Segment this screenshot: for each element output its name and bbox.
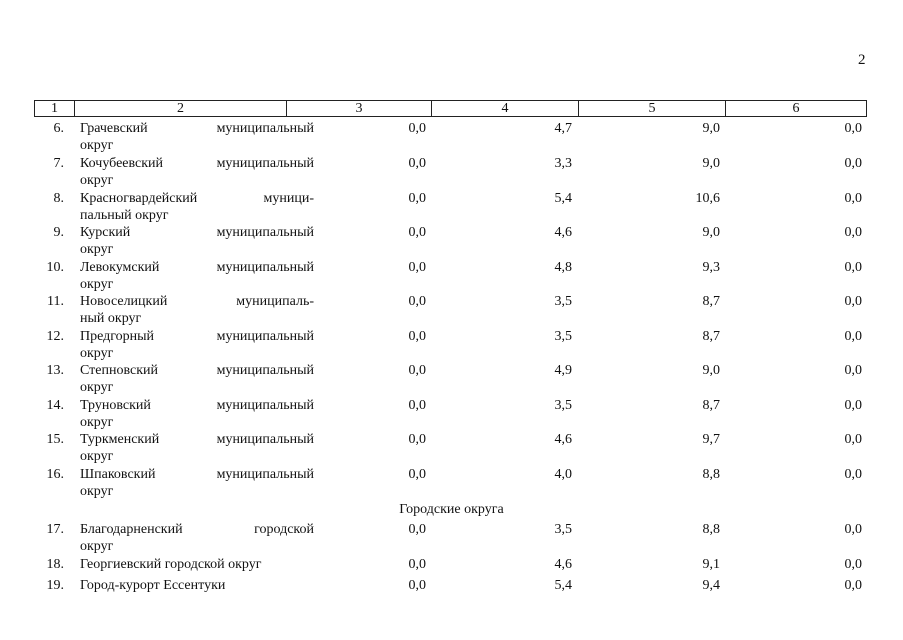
district-name-line-2: округ bbox=[80, 138, 114, 153]
header-col-1: 1 bbox=[35, 101, 75, 116]
value-col-6: 0,0 bbox=[844, 156, 862, 171]
row-number: 13. bbox=[46, 363, 64, 378]
district-name-line-1: Город-курорт Ессентуки bbox=[80, 578, 226, 593]
district-name-line-1: Левокумский муниципальный bbox=[80, 260, 314, 275]
value-col-5: 9,3 bbox=[702, 260, 720, 275]
value-col-3: 0,0 bbox=[408, 260, 426, 275]
value-col-6: 0,0 bbox=[844, 260, 862, 275]
table-header-row bbox=[34, 100, 867, 117]
value-col-4: 4,0 bbox=[554, 467, 572, 482]
district-name-line-2: округ bbox=[80, 484, 114, 499]
value-col-6: 0,0 bbox=[844, 467, 862, 482]
value-col-5: 9,0 bbox=[702, 156, 720, 171]
row-number: 8. bbox=[53, 191, 64, 206]
district-name-line-2: ный округ bbox=[80, 311, 142, 326]
header-col-6: 6 bbox=[792, 101, 800, 116]
value-col-3: 0,0 bbox=[408, 432, 426, 447]
row-number: 7. bbox=[53, 156, 64, 171]
header-col-3: 3 bbox=[287, 101, 432, 116]
value-col-3: 0,0 bbox=[408, 578, 426, 593]
district-name-line-2: округ bbox=[80, 539, 114, 554]
district-name-line-1: Туркменский муниципальный bbox=[80, 432, 314, 447]
district-name-line-1: Кочубеевский муниципальный bbox=[80, 156, 314, 171]
value-col-4: 3,5 bbox=[554, 294, 572, 309]
header-col-5: 5 bbox=[579, 101, 726, 116]
district-name-line-1: Шпаковский муниципальный bbox=[80, 467, 314, 482]
row-number: 6. bbox=[53, 121, 64, 136]
value-col-6: 0,0 bbox=[844, 363, 862, 378]
value-col-6: 0,0 bbox=[844, 398, 862, 413]
value-col-5: 8,7 bbox=[702, 294, 720, 309]
section-title-urban: Городские округа bbox=[399, 502, 504, 517]
value-col-5: 8,8 bbox=[702, 522, 720, 537]
district-name bbox=[80, 155, 314, 189]
district-name bbox=[80, 293, 314, 327]
value-col-4: 4,7 bbox=[554, 121, 572, 136]
district-name bbox=[80, 328, 314, 362]
value-col-6: 0,0 bbox=[844, 121, 862, 136]
district-name-line-1: Новоселицкий муниципаль- bbox=[80, 294, 314, 309]
value-col-6: 0,0 bbox=[844, 432, 862, 447]
value-col-3: 0,0 bbox=[408, 121, 426, 136]
district-name-line-1: Грачевский муниципальный bbox=[80, 121, 314, 136]
value-col-5: 9,7 bbox=[702, 432, 720, 447]
value-col-3: 0,0 bbox=[408, 294, 426, 309]
value-col-4: 4,6 bbox=[554, 225, 572, 240]
district-name bbox=[80, 466, 314, 500]
district-name-line-2: округ bbox=[80, 242, 114, 257]
value-col-4: 3,5 bbox=[554, 522, 572, 537]
value-col-5: 9,4 bbox=[702, 578, 720, 593]
district-name-line-1: Красногвардейский муници- bbox=[80, 191, 314, 206]
value-col-4: 4,6 bbox=[554, 432, 572, 447]
district-name bbox=[80, 190, 314, 224]
row-number: 10. bbox=[46, 260, 64, 275]
district-name-line-1: Благодарненский городской bbox=[80, 522, 314, 537]
value-col-6: 0,0 bbox=[844, 225, 862, 240]
district-name bbox=[80, 259, 314, 293]
row-number: 15. bbox=[46, 432, 64, 447]
value-col-4: 4,6 bbox=[554, 557, 572, 572]
value-col-6: 0,0 bbox=[844, 191, 862, 206]
row-number: 17. bbox=[46, 522, 64, 537]
value-col-3: 0,0 bbox=[408, 467, 426, 482]
district-name-line-1: Степновский муниципальный bbox=[80, 363, 314, 378]
row-number: 11. bbox=[47, 294, 64, 309]
row-number: 19. bbox=[46, 578, 64, 593]
district-name-line-1: Предгорный муниципальный bbox=[80, 329, 314, 344]
district-name-line-2: округ bbox=[80, 449, 114, 464]
row-number: 14. bbox=[46, 398, 64, 413]
value-col-3: 0,0 bbox=[408, 225, 426, 240]
row-number: 16. bbox=[46, 467, 64, 482]
district-name-line-1: Курский муниципальный bbox=[80, 225, 314, 240]
value-col-3: 0,0 bbox=[408, 522, 426, 537]
value-col-5: 8,7 bbox=[702, 398, 720, 413]
district-name bbox=[80, 577, 314, 594]
value-col-6: 0,0 bbox=[844, 294, 862, 309]
row-number: 9. bbox=[53, 225, 64, 240]
header-col-2: 2 bbox=[75, 101, 287, 116]
value-col-3: 0,0 bbox=[408, 557, 426, 572]
value-col-5: 9,0 bbox=[702, 121, 720, 136]
value-col-5: 9,0 bbox=[702, 363, 720, 378]
value-col-3: 0,0 bbox=[408, 398, 426, 413]
district-name bbox=[80, 397, 314, 431]
district-name bbox=[80, 521, 314, 555]
value-col-3: 0,0 bbox=[408, 363, 426, 378]
district-name-line-2: округ bbox=[80, 173, 114, 188]
district-name-line-1: Труновский муниципальный bbox=[80, 398, 314, 413]
value-col-6: 0,0 bbox=[844, 557, 862, 572]
district-name-line-2: округ bbox=[80, 346, 114, 361]
value-col-5: 8,8 bbox=[702, 467, 720, 482]
district-name bbox=[80, 431, 314, 465]
district-name-line-2: округ bbox=[80, 380, 114, 395]
district-name bbox=[80, 120, 314, 154]
value-col-3: 0,0 bbox=[408, 329, 426, 344]
header-col-4: 4 bbox=[432, 101, 579, 116]
district-name-line-1: Георгиевский городской округ bbox=[80, 557, 262, 572]
page-number: 2 bbox=[858, 52, 866, 68]
value-col-5: 10,6 bbox=[695, 191, 720, 206]
value-col-5: 9,1 bbox=[702, 557, 720, 572]
value-col-4: 5,4 bbox=[554, 578, 572, 593]
value-col-4: 3,5 bbox=[554, 329, 572, 344]
value-col-6: 0,0 bbox=[844, 329, 862, 344]
district-name bbox=[80, 362, 314, 396]
district-name-line-2: пальный округ bbox=[80, 208, 169, 223]
value-col-4: 4,8 bbox=[554, 260, 572, 275]
value-col-4: 5,4 bbox=[554, 191, 572, 206]
value-col-4: 4,9 bbox=[554, 363, 572, 378]
value-col-6: 0,0 bbox=[844, 578, 862, 593]
value-col-5: 9,0 bbox=[702, 225, 720, 240]
value-col-4: 3,3 bbox=[554, 156, 572, 171]
district-name bbox=[80, 556, 314, 573]
value-col-6: 0,0 bbox=[844, 522, 862, 537]
district-name-line-2: округ bbox=[80, 277, 114, 292]
value-col-4: 3,5 bbox=[554, 398, 572, 413]
value-col-5: 8,7 bbox=[702, 329, 720, 344]
value-col-3: 0,0 bbox=[408, 156, 426, 171]
row-number: 18. bbox=[46, 557, 64, 572]
district-name-line-2: округ bbox=[80, 415, 114, 430]
row-number: 12. bbox=[46, 329, 64, 344]
value-col-3: 0,0 bbox=[408, 191, 426, 206]
district-name bbox=[80, 224, 314, 258]
